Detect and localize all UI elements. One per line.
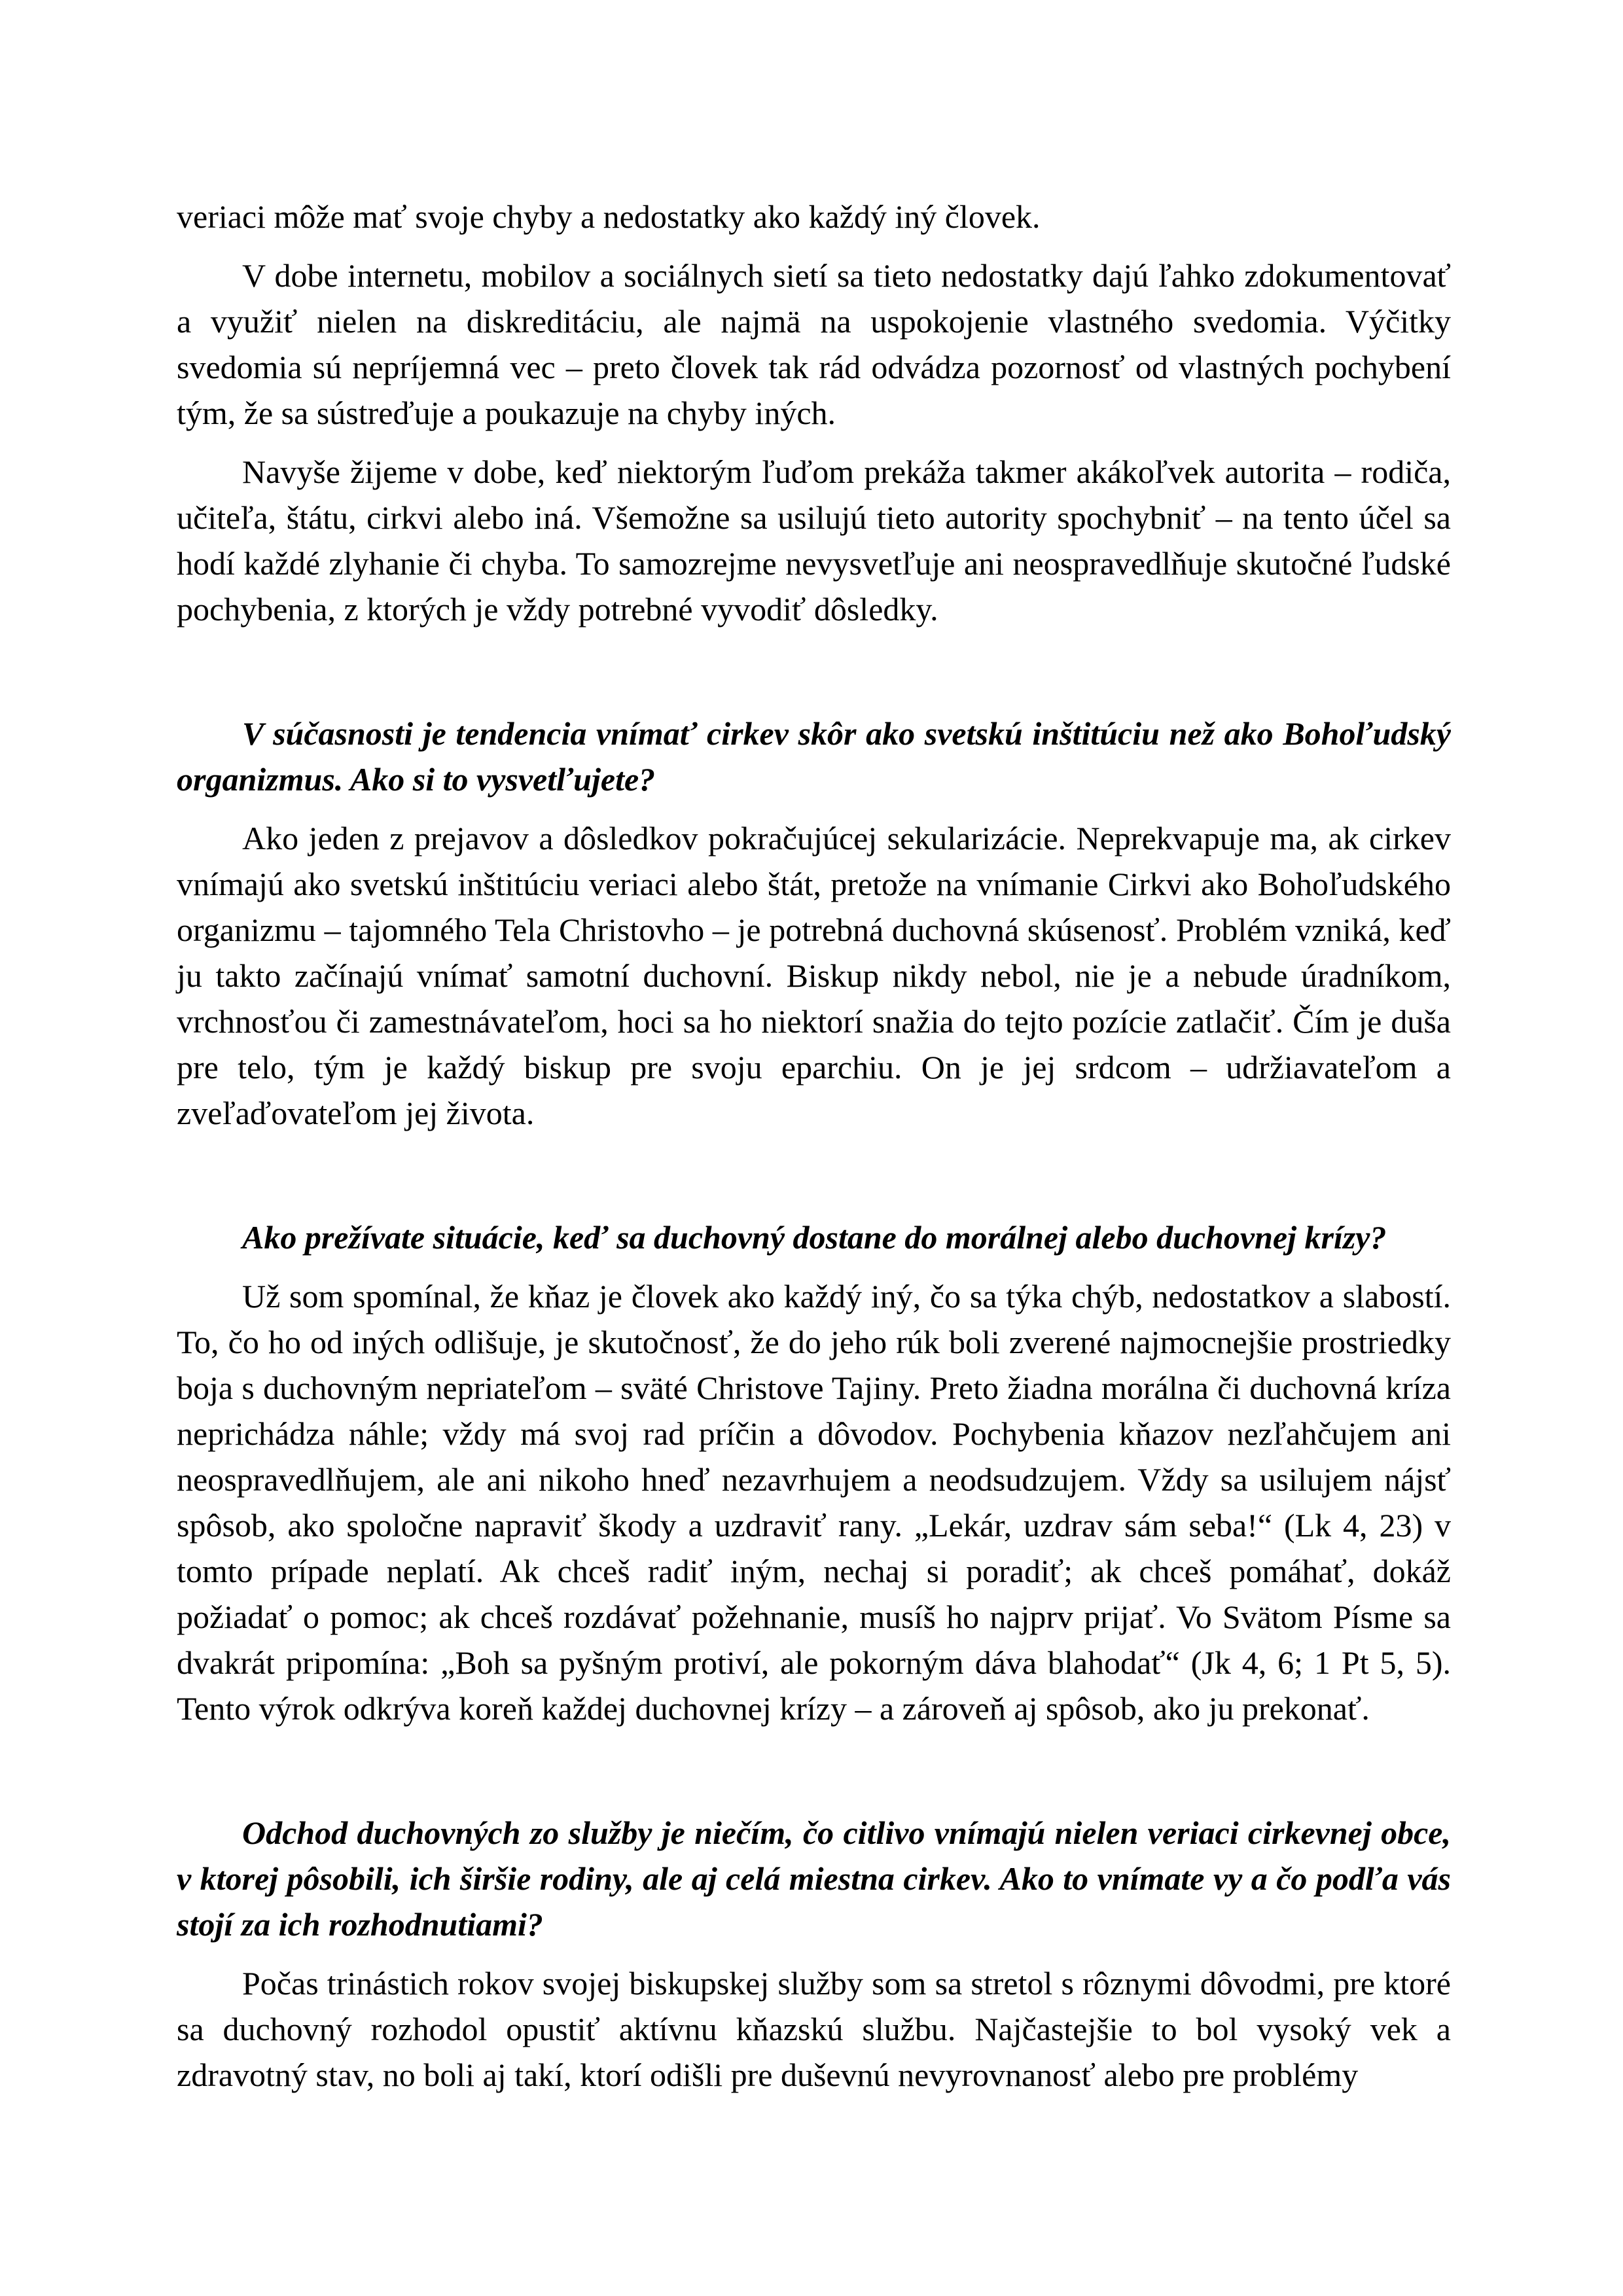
interview-question-2: Ako prežívate situácie, keď sa duchovný dostane do morálnej alebo duchovnej krízy? bbox=[242, 1219, 1387, 1256]
interview-question-1: V súčasnosti je tendencia vnímať cirkev skôr ako svetskú inštitúciu než ako Bohoľudský organizmus. Ako si to vysvetľujete? bbox=[177, 715, 1451, 798]
paragraph: V dobe internetu, mobilov a sociálnych sietí sa tieto nedostatky dajú ľahko zdokumentovať a využiť nielen na diskreditáciu, ale najmä na uspokojenie vlastného svedomia. Výčitky svedomia sú nepríjemná vec – preto človek tak rád odvádza pozornosť od vlastných pochybení tým, že sa sústreďuje a poukazuje na chyby iných. bbox=[177, 257, 1451, 431]
interview-question-3: Odchod duchovných zo služby je niečím, čo citlivo vnímajú nielen veriaci cirkevnej obce, v ktorej pôsobili, ich širšie rodiny, ale aj celá miestna cirkev. Ako to vnímate vy a čo podľa vás stojí za ich rozhodnutiami? bbox=[177, 1814, 1451, 1943]
paragraph: Navyše žijeme v dobe, keď niektorým ľuďom prekáža takmer akákoľvek autorita – rodiča, učiteľa, štátu, cirkvi alebo iná. Všemožne sa usilujú tieto autority spochybniť – na tento účel sa hodí každé zlyhanie či chyba. To samozrejme nevysvetľuje ani neospravedlňuje skutočné ľudské pochybenia, z ktorých je vždy potrebné vyvodiť dôsledky. bbox=[177, 453, 1451, 627]
interview-answer-1: Ako jeden z prejavov a dôsledkov pokračujúcej sekularizácie. Neprekvapuje ma, ak cirkev vnímajú ako svetskú inštitúciu veriaci alebo štát, pretože na vnímanie Cirkvi ako Bohoľudského organizmu – tajomného Tela Christovho – je potrebná duchovná skúsenosť. Problém vzniká, keď ju takto začínajú vnímať samotní duchovní. Biskup nikdy nebol, nie je a nebude úradníkom, vrchnosťou či zamestnávateľom, hoci sa ho niektorí snažia do tejto pozície zatlačiť. Čím je duša pre telo, tým je každý biskup pre svoju eparchiu. On je jej srdcom – udržiavateľom a zveľaďovateľom jej života. bbox=[177, 820, 1451, 1131]
paragraph-continuation: veriaci môže mať svoje chyby a nedostatky ako každý iný človek. bbox=[177, 198, 1041, 235]
interview-answer-2: Už som spomínal, že kňaz je človek ako každý iný, čo sa týka chýb, nedostatkov a slabostí. To, čo ho od iných odlišuje, je skutočnosť, že do jeho rúk boli zverené najmocnejšie prostriedky boja s duchovným nepriateľom – sväté Christove Tajiny. Preto žiadna morálna či duchovná kríza neprichádza náhle; vždy má svoj rad príčin a dôvodov. Pochybenia kňazov nezľahčujem ani neospravedlňujem, ale ani nikoho hneď nezavrhujem a neodsudzujem. Vždy sa usilujem nájsť spôsob, ako spoločne napraviť škody a uzdraviť rany. „Lekár, uzdrav sám seba!“ (Lk 4, 23) v tomto prípade neplatí. Ak chceš radiť iným, nechaj si poradiť; ak chceš pomáhať, dokáž požiadať o pomoc; ak chceš rozdávať požehnanie, musíš ho najprv prijať. Vo Svätom Písme sa dvakrát pripomína: „Boh sa pyšným protiví, ale pokorným dáva blahodať“ (Jk 4, 6; 1 Pt 5, 5). Tento výrok odkrýva koreň každej duchovnej krízy – a zároveň aj spôsob, ako ju prekonať. bbox=[177, 1278, 1451, 1727]
interview-answer-3: Počas trinástich rokov svojej biskupskej služby som sa stretol s rôznymi dôvodmi, pre ktoré sa duchovný rozhodol opustiť aktívnu kňazskú službu. Najčastejšie to bol vysoký vek a zdravotný stav, no boli aj takí, ktorí odišli pre duševnú nevyrovnanosť alebo pre problémy bbox=[177, 1965, 1451, 2093]
